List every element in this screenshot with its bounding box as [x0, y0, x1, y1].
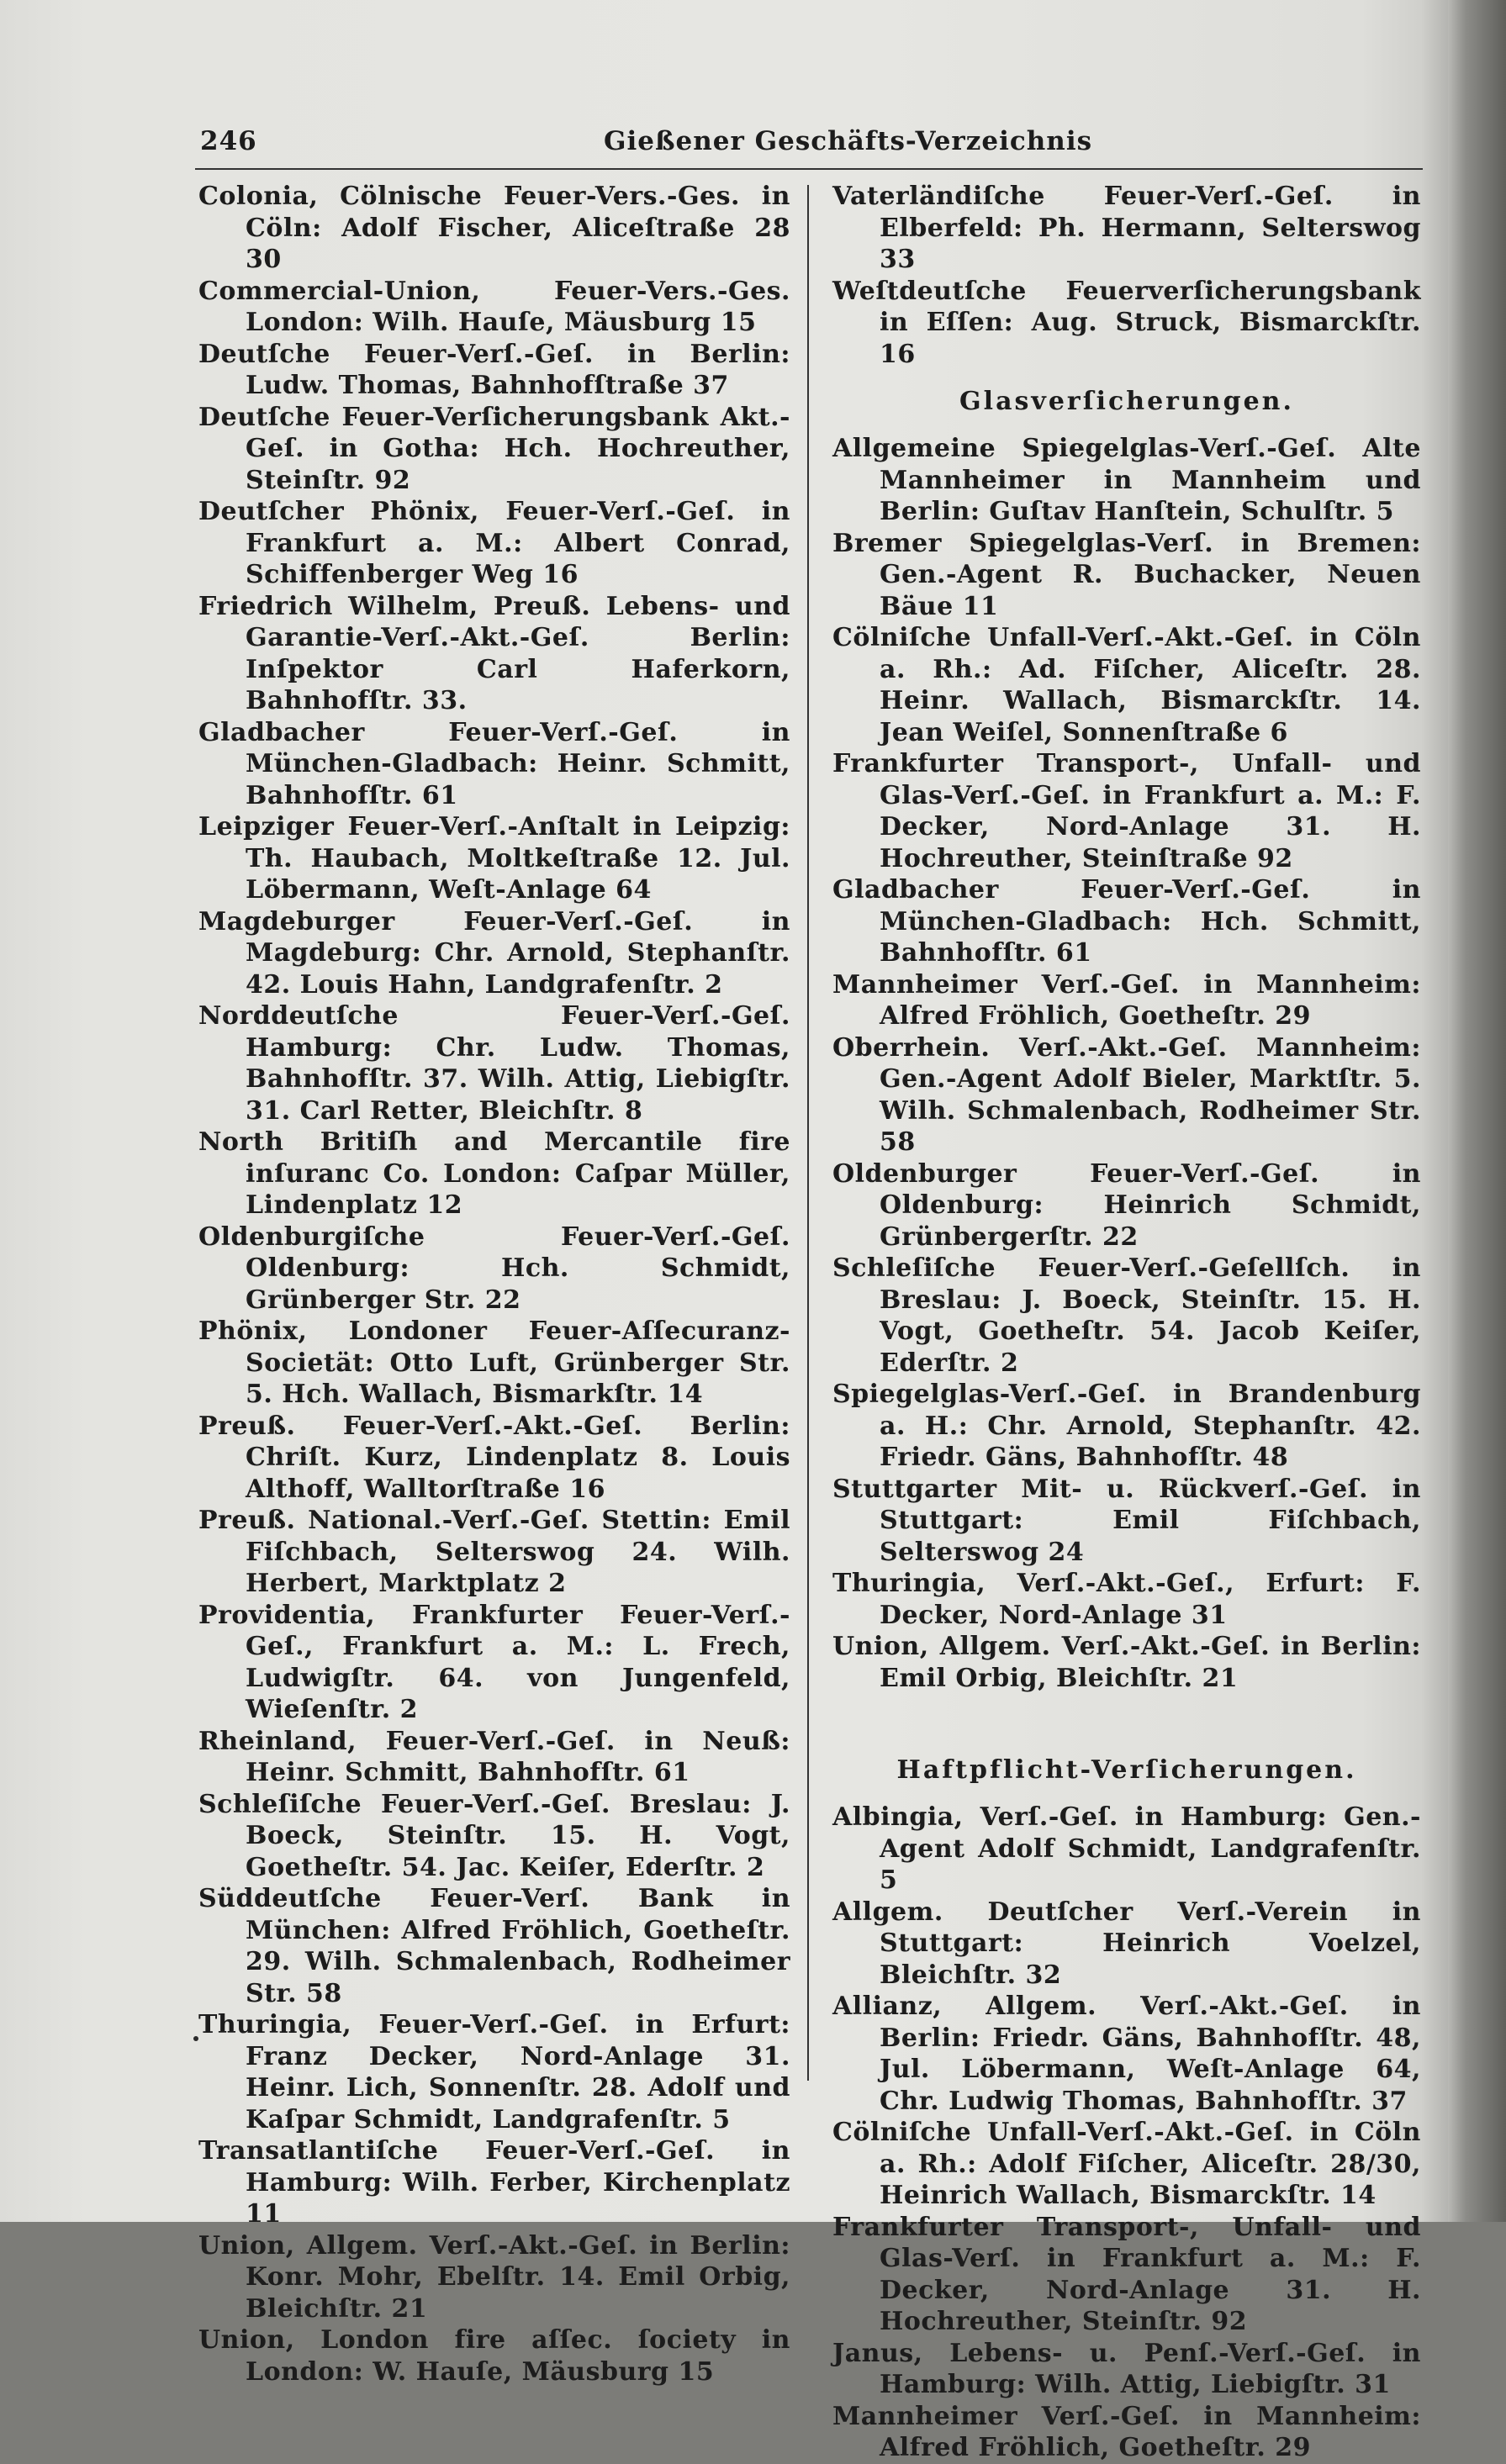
directory-entry: Colonia, Cölnische Feuer-Vers.-Ges. in Cöln: Adolf Fischer, Aliceſtraße 28 30: [198, 182, 790, 274]
directory-entry: Frankfurter Transport-, Unfall- und Glas-Verſ.-Geſ. in Frankfurt a. M.: F. Decker, Nord-Anlage 31. H. Hochreuther, Steinſtraße 92: [832, 749, 1421, 873]
directory-entry: Oldenburger Feuer-Verſ.-Geſ. in Oldenburg: Heinrich Schmidt, Grünbergerſtr. 22: [832, 1158, 1421, 1252]
directory-entry: Gladbacher Feuer-Verſ.-Geſ. in München-Gladbach: Heinr. Schmitt, Bahnhofſtr. 61: [198, 717, 790, 810]
directory-entry: Spiegelglas-Verſ.-Geſ. in Brandenburg a. H.: Chr. Arnold, Stephanſtr. 42. Friedr. Gäns, Bahnhofſtr. 48: [832, 1380, 1421, 1472]
running-title: Gießener Geschäfts-Verzeichnis: [604, 126, 1093, 156]
directory-entry: Süddeutſche Feuer-Verſ. Bank in München: Alfred Fröhlich, Goetheſtr. 29. Wilh. Schmalenbach, Rodheimer Str. 58: [198, 1884, 790, 2008]
directory-entry: Preuß. Feuer-Verſ.-Akt.-Geſ. Berlin: Chriſt. Kurz, Lindenplatz 8. Louis Althoff, Walltorſtraße 16: [198, 1411, 790, 1504]
directory-entry: Oldenburgiſche Feuer-Verſ.-Geſ. Oldenburg: Hch. Schmidt, Grünberger Str. 22: [198, 1221, 790, 1315]
directory-entry: Phönix, Londoner Feuer-Aſſecuranz-Societät: Otto Luft, Grünberger Str. 5. Hch. Wallach, Bismarkſtr. 14: [198, 1316, 790, 1409]
page-number: 246: [200, 126, 257, 156]
page-gutter-shadow: [1421, 0, 1448, 2222]
directory-entry: Union, Allgem. Verſ.-Akt.-Geſ. in Berlin: Konr. Mohr, Ebelſtr. 14. Emil Orbig, Bleichſtr. 21: [198, 2230, 790, 2324]
book-spine: [1448, 0, 1506, 2222]
directory-entry: Janus, Lebens- u. Penſ.-Verſ.-Geſ. in Hamburg: Wilh. Attig, Liebigſtr. 31: [832, 2338, 1421, 2399]
directory-entry: Thuringia, Feuer-Verſ.-Geſ. in Erfurt: Franz Decker, Nord-Anlage 31. Heinr. Lich, Sonnenſtr. 28. Adolf und Kaſpar Schmidt, Landgrafenſtr. 5: [198, 2010, 790, 2134]
directory-entry: Magdeburger Feuer-Verſ.-Geſ. in Magdeburg: Chr. Arnold, Stephanſtr. 42. Louis Hahn, Landgrafenſtr. 2: [198, 906, 790, 1000]
directory-entry: Bremer Spiegelglas-Verſ. in Bremen: Gen.-Agent R. Buchacker, Neuen Bäue 11: [832, 528, 1421, 621]
directory-entry: Oberrhein. Verſ.-Akt.-Geſ. Mannheim: Gen.-Agent Adolf Bieler, Marktſtr. 5. Wilh. Schmalenbach, Rodheimer Str. 58: [832, 1032, 1421, 1157]
directory-entry: Schleſiſche Feuer-Verſ.-Geſ. Breslau: J. Boeck, Steinſtr. 15. H. Vogt, Goetheſtr. 54. Jac. Keiſer, Ederſtr. 2: [198, 1789, 790, 1882]
directory-entry: Gladbacher Feuer-Verſ.-Geſ. in München-Gladbach: Hch. Schmitt, Bahnhofſtr. 61: [832, 875, 1421, 968]
directory-entry: Transatlantiſche Feuer-Verſ.-Geſ. in Hamburg: Wilh. Ferber, Kirchenplatz 11: [198, 2136, 790, 2229]
directory-entry: Schleſiſche Feuer-Verſ.-Geſellſch. in Breslau: J. Boeck, Steinſtr. 15. H. Vogt, Goetheſtr. 54. Jacob Keiſer, Ederſtr. 2: [832, 1253, 1421, 1378]
directory-entry: Union, London fire aſſec. ſociety in London: W. Hauſe, Mäusburg 15: [198, 2325, 790, 2387]
directory-entry: Norddeutſche Feuer-Verſ.-Geſ. Hamburg: Chr. Ludw. Thomas, Bahnhofſtr. 37. Wilh. Attig, Liebigſtr. 31. Carl Retter, Bleichſtr. 8: [198, 1001, 790, 1126]
section-heading-liability: Haftpflicht-Verſicherungen.: [896, 1755, 1357, 1785]
directory-entry: Albingia, Verſ.-Geſ. in Hamburg: Gen.-Agent Adolf Schmidt, Landgrafenſtr. 5: [832, 1802, 1421, 1895]
right-column: [832, 181, 1421, 2464]
directory-entry: Providentia, Frankfurter Feuer-Verſ.-Geſ., Frankfurt a. M.: L. Frech, Ludwigſtr. 64. von Jungenfeld, Wieſenſtr. 2: [198, 1600, 790, 1724]
left-column: [198, 181, 790, 2387]
directory-entry: Allgemeine Spiegelglas-Verſ.-Geſ. Alte Mannheimer in Mannheim und Berlin: Guſtav Hanſtein, Schulſtr. 5: [832, 434, 1421, 526]
directory-entry: Frankfurter Transport-, Unfall- und Glas-Verſ. in Frankfurt a. M.: F. Decker, Nord-Anlage 31. H. Hochreuther, Steinſtr. 92: [832, 2212, 1421, 2336]
directory-entry: North Britiſh and Mercantile fire inſuranc Co. London: Caſpar Müller, Lindenplatz 12: [198, 1127, 790, 1220]
directory-entry: Allianz, Allgem. Verſ.-Akt.-Geſ. in Berlin: Friedr. Gäns, Bahnhofſtr. 48, Jul. Löbermann, Weſt-Anlage 64, Chr. Ludwig Thomas, Bahnhofſtr. 37: [832, 1992, 1421, 2116]
directory-entry: Mannheimer Verſ.-Geſ. in Mannheim: Alfred Fröhlich, Goetheſtr. 29: [832, 969, 1421, 1031]
directory-entry: Vaterländiſche Feuer-Verſ.-Geſ. in Elberfeld: Ph. Hermann, Selterswog 33: [832, 182, 1421, 274]
column-divider: [807, 185, 809, 2081]
directory-entry: Cölniſche Unfall-Verſ.-Akt.-Geſ. in Cöln a. Rh.: Ad. Fiſcher, Aliceſtr. 28. Heinr. Wallach, Bismarckſtr. 14. Jean Weiſel, Sonnenſtraße 6: [832, 623, 1421, 747]
directory-entry: Deutſcher Phönix, Feuer-Verſ.-Geſ. in Frankfurt a. M.: Albert Conrad, Schiffenberger Weg 16: [198, 497, 790, 589]
directory-entry: Leipziger Feuer-Verſ.-Anſtalt in Leipzig: Th. Haubach, Moltkeſtraße 12. Jul. Löbermann, Weſt-Anlage 64: [198, 812, 790, 905]
section-heading-glass: Glasverſicherungen.: [959, 387, 1294, 416]
directory-entry: Allgem. Deutſcher Verſ.-Verein in Stuttgart: Heinrich Voelzel, Bleichſtr. 32: [832, 1897, 1421, 1990]
directory-entry: Preuß. National.-Verſ.-Geſ. Stettin: Emil Fiſchbach, Selterswog 24. Wilh. Herbert, Marktplatz 2: [198, 1506, 790, 1598]
directory-entry: Thuringia, Verſ.-Akt.-Geſ., Erfurt: F. Decker, Nord-Anlage 31: [832, 1569, 1421, 1630]
directory-entry: Commercial-Union, Feuer-Vers.-Ges. London: Wilh. Hauſe, Mäusburg 15: [198, 276, 790, 337]
header-rule: [195, 168, 1423, 170]
directory-entry: Cölniſche Unfall-Verſ.-Akt.-Geſ. in Cöln a. Rh.: Adolf Fiſcher, Aliceſtr. 28/30, Heinrich Wallach, Bismarckſtr. 14: [832, 2118, 1421, 2210]
directory-entry: Deutſche Feuer-Verſicherungsbank Akt.-Geſ. in Gotha: Hch. Hochreuther, Steinſtr. 92: [198, 402, 790, 495]
directory-entry: Union, Allgem. Verſ.-Akt.-Geſ. in Berlin: Emil Orbig, Bleichſtr. 21: [832, 1632, 1421, 1693]
directory-entry: Weſtdeutſche Feuerverſicherungsbank in Eſſen: Aug. Struck, Bismarckſtr. 16: [832, 276, 1421, 369]
section-spacer: [832, 1694, 1421, 1739]
directory-entry: Friedrich Wilhelm, Preuß. Lebens- und Garantie-Verſ.-Akt.-Geſ. Berlin: Inſpektor Carl Haferkorn, Bahnhofſtr. 33.: [198, 591, 790, 715]
directory-entry: Stuttgarter Mit- u. Rückverſ.-Geſ. in Stuttgart: Emil Fiſchbach, Selterswog 24: [832, 1474, 1421, 1567]
page-header: [200, 126, 1424, 171]
directory-entry: Deutſche Feuer-Verſ.-Geſ. in Berlin: Ludw. Thomas, Bahnhofſtraße 37: [198, 339, 790, 400]
directory-entry: Mannheimer Verſ.-Geſ. in Mannheim: Alfred Fröhlich, Goetheſtr. 29: [832, 2401, 1421, 2462]
directory-entry: Rheinland, Feuer-Verſ.-Geſ. in Neuß: Heinr. Schmitt, Bahnhofſtr. 61: [198, 1726, 790, 1787]
